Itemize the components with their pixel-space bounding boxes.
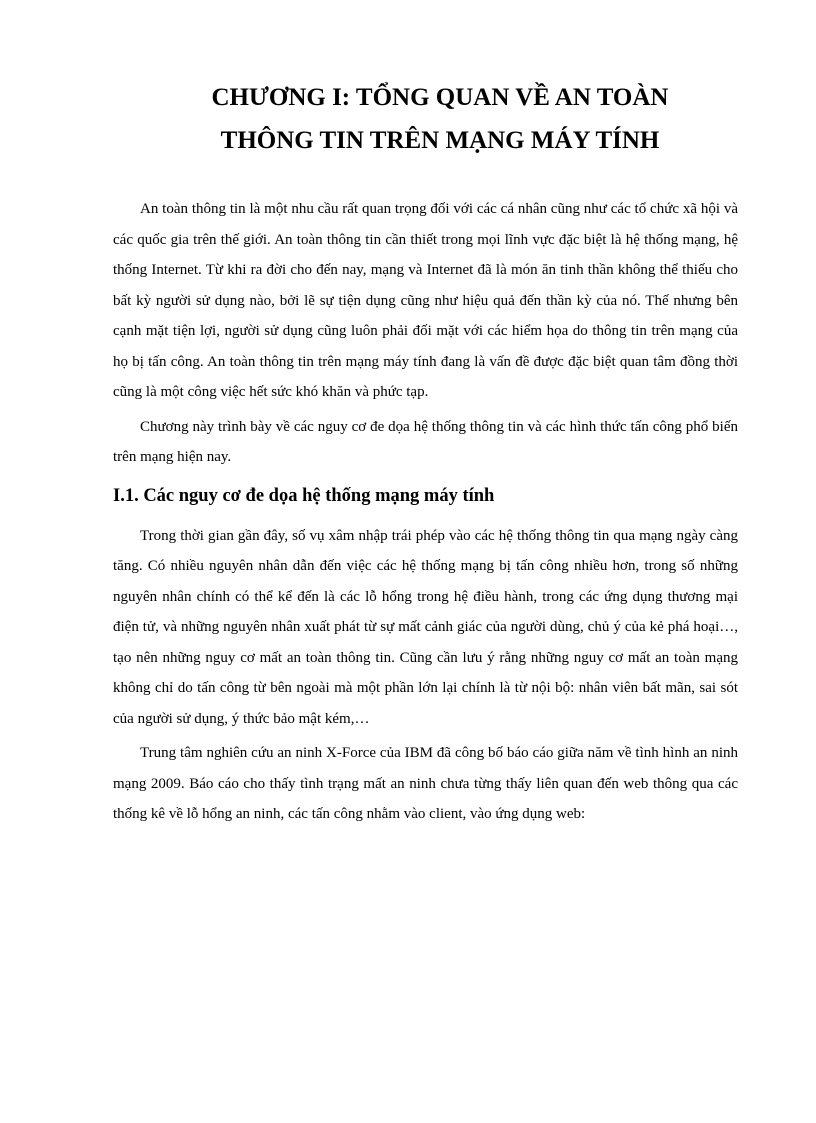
- section-1-1-paragraph-1: Trong thời gian gần đây, số vụ xâm nhập trái phép vào các hệ thống thông tin qua mạng ngày càng tăng. Có nhiều nguyên nhân dẫn đến việc các hệ thống mạng bị tấn công nhiều hơn, trong số những nguyên nhân chính có thể kể đến là các lỗ hổng trong hệ điều hành, trong các ứng dụng thương mại điện tử, và những nguyên nhân xuất phát từ sự mất cảnh giác của người dùng, chủ ý của kẻ phá hoại…, tạo nên những nguy cơ mất an toàn thông tin. Cũng cần lưu ý rằng những nguy cơ mất an toàn mạng không chỉ do tấn công từ bên ngoài mà một phần lớn lại chính là từ nội bộ: nhân viên bất mãn, sai sót của người sử dụng, ý thức bảo mật kém,…: [113, 527, 738, 727]
- chapter-title: [150, 76, 730, 162]
- chapter-title-line-1: CHƯƠNG I: TỔNG QUAN VỀ AN TOÀN: [211, 84, 669, 111]
- intro-paragraph-2: Chương này trình bày về các nguy cơ đe dọa hệ thống thông tin và các hình thức tấn công phổ biến trên mạng hiện nay.: [113, 418, 738, 465]
- section-1-1-paragraph-2: Trung tâm nghiên cứu an ninh X-Force của IBM đã công bố báo cáo giữa năm về tình hình an ninh mạng 2009. Báo cáo cho thấy tình trạng mất an ninh chưa từng thấy liên quan đến web thông qua các thống kê về lỗ hổng an ninh, các tấn công nhằm vào client, vào ứng dụng web:: [113, 745, 738, 822]
- document-body: [113, 194, 738, 834]
- chapter-title-line-2: THÔNG TIN TRÊN MẠNG MÁY TÍNH: [220, 127, 660, 154]
- intro-paragraph-1: An toàn thông tin là một nhu cầu rất quan trọng đối với các cá nhân cũng như các tổ chức xã hội và các quốc gia trên thế giới. An toàn thông tin cần thiết trong mọi lĩnh vực đặc biệt là hệ thống mạng, hệ thống Internet. Từ khi ra đời cho đến nay, mạng và Internet đã là món ăn tinh thần không thể thiếu cho bất kỳ người sử dụng nào, bởi lẽ sự tiện dụng cũng như hiệu quả đến thần kỳ của nó. Thế nhưng bên cạnh mặt tiện lợi, người sử dụng cũng luôn phải đối mặt với các hiểm họa do thông tin trên mạng của họ bị tấn công. An toàn thông tin trên mạng máy tính đang là vấn đề được đặc biệt quan tâm đồng thời cũng là một công việc hết sức khó khăn và phức tạp.: [113, 201, 738, 400]
- section-heading-1-1: I.1. Các nguy cơ đe dọa hệ thống mạng máy tính: [113, 485, 495, 506]
